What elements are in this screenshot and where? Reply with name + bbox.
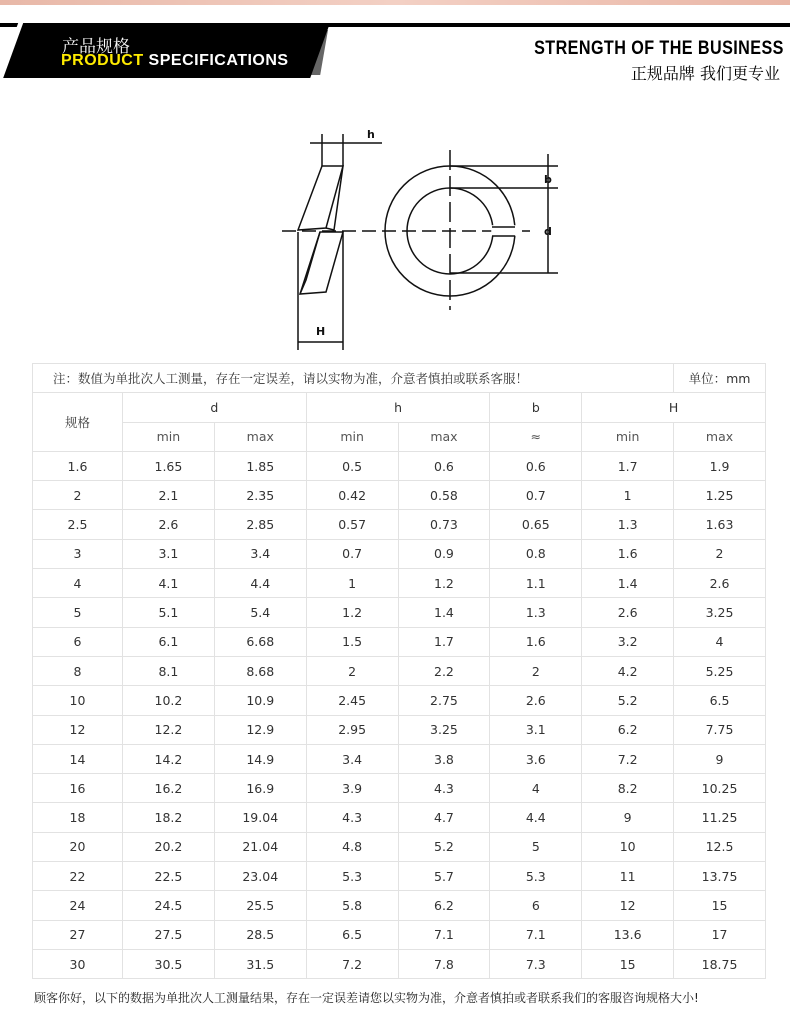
table-cell: 20.2	[123, 832, 215, 861]
table-cell: 2.35	[214, 481, 306, 510]
table-cell: 3.9	[306, 774, 398, 803]
table-cell: 9	[582, 803, 674, 832]
table-cell: 3.25	[674, 598, 766, 627]
table-cell: 2	[33, 481, 123, 510]
table-cell: 1.1	[490, 569, 582, 598]
table-cell: 3	[33, 539, 123, 568]
table-row	[33, 920, 766, 949]
table-cell: 1.7	[582, 451, 674, 480]
table-cell: 1	[306, 569, 398, 598]
table-cell: 5.2	[582, 686, 674, 715]
table-cell: 23.04	[214, 862, 306, 891]
table-cell: 5.7	[398, 862, 490, 891]
table-cell: 3.6	[490, 744, 582, 773]
table-cell: 10	[582, 832, 674, 861]
table-cell: 7.75	[674, 715, 766, 744]
table-cell: 4.2	[582, 656, 674, 685]
table-cell: 3.1	[490, 715, 582, 744]
table-cell: 1.63	[674, 510, 766, 539]
table-cell: 1.85	[214, 451, 306, 480]
table-cell: 1.3	[582, 510, 674, 539]
table-cell: 3.1	[123, 539, 215, 568]
table-cell: 5.25	[674, 656, 766, 685]
subheader-cell: min	[582, 422, 674, 451]
table-cell: 4	[490, 774, 582, 803]
table-cell: 3.4	[214, 539, 306, 568]
section-title-cn: 产品规格	[62, 37, 130, 57]
table-cell: 14.2	[123, 744, 215, 773]
table-cell: 0.65	[490, 510, 582, 539]
table-cell: 7.2	[306, 949, 398, 978]
table-row	[33, 627, 766, 656]
table-cell: 5.2	[398, 832, 490, 861]
table-cell: 30	[33, 949, 123, 978]
table-row	[33, 656, 766, 685]
table-cell: 11.25	[674, 803, 766, 832]
table-cell: 4.4	[490, 803, 582, 832]
table-cell: 4.8	[306, 832, 398, 861]
table-cell: 13.75	[674, 862, 766, 891]
table-cell: 0.9	[398, 539, 490, 568]
table-cell: 6.1	[123, 627, 215, 656]
table-cell: 16.9	[214, 774, 306, 803]
table-cell: 1.3	[490, 598, 582, 627]
table-cell: 4.1	[123, 569, 215, 598]
table-cell: 1.2	[306, 598, 398, 627]
table-cell: 6.68	[214, 627, 306, 656]
slogan-en: STRENGTH OF THE BUSINESS	[534, 38, 784, 59]
table-cell: 6.5	[674, 686, 766, 715]
group-header-h: h	[306, 393, 490, 422]
spring-washer-diagram	[270, 120, 570, 360]
table-cell: 7.3	[490, 949, 582, 978]
spec-table	[32, 363, 766, 979]
table-cell: 2.95	[306, 715, 398, 744]
table-cell: 7.1	[490, 920, 582, 949]
table-cell: 2.6	[582, 598, 674, 627]
table-cell: 3.8	[398, 744, 490, 773]
table-cell: 19.04	[214, 803, 306, 832]
table-cell: 6	[33, 627, 123, 656]
table-cell: 18.75	[674, 949, 766, 978]
table-row	[33, 774, 766, 803]
spec-header: 规格	[33, 393, 123, 452]
table-row	[33, 539, 766, 568]
table-cell: 0.6	[490, 451, 582, 480]
table-cell: 0.8	[490, 539, 582, 568]
table-cell: 10.2	[123, 686, 215, 715]
group-header-H: H	[582, 393, 766, 422]
table-cell: 0.42	[306, 481, 398, 510]
table-cell: 7.1	[398, 920, 490, 949]
table-cell: 0.73	[398, 510, 490, 539]
table-cell: 18.2	[123, 803, 215, 832]
table-cell: 16	[33, 774, 123, 803]
table-cell: 6.2	[582, 715, 674, 744]
table-cell: 12.2	[123, 715, 215, 744]
subheader-cell: max	[398, 422, 490, 451]
table-cell: 0.6	[398, 451, 490, 480]
table-cell: 4.3	[398, 774, 490, 803]
table-cell: 12	[33, 715, 123, 744]
table-cell: 1.65	[123, 451, 215, 480]
table-cell: 1.9	[674, 451, 766, 480]
table-row	[33, 891, 766, 920]
subheader-cell: ≈	[490, 422, 582, 451]
table-cell: 12	[582, 891, 674, 920]
group-header-b: b	[490, 393, 582, 422]
table-cell: 21.04	[214, 832, 306, 861]
table-cell: 4.7	[398, 803, 490, 832]
table-cell: 2.2	[398, 656, 490, 685]
table-row	[33, 510, 766, 539]
table-cell: 2.6	[674, 569, 766, 598]
table-cell: 1.4	[582, 569, 674, 598]
table-cell: 2.6	[490, 686, 582, 715]
table-cell: 6	[490, 891, 582, 920]
top-decor-strip	[0, 0, 790, 5]
table-cell: 8.2	[582, 774, 674, 803]
section-title-en	[61, 52, 289, 70]
table-row	[33, 949, 766, 978]
table-cell: 28.5	[214, 920, 306, 949]
table-cell: 3.4	[306, 744, 398, 773]
table-cell: 2.75	[398, 686, 490, 715]
table-cell: 2.1	[123, 481, 215, 510]
table-cell: 24.5	[123, 891, 215, 920]
table-cell: 2.6	[123, 510, 215, 539]
label-h: h	[367, 128, 375, 141]
table-cell: 8.1	[123, 656, 215, 685]
table-cell: 1.6	[33, 451, 123, 480]
table-cell: 1.5	[306, 627, 398, 656]
table-cell: 5.3	[306, 862, 398, 891]
table-cell: 10	[33, 686, 123, 715]
table-cell: 11	[582, 862, 674, 891]
subheader-cell: max	[214, 422, 306, 451]
subheader-cell: max	[674, 422, 766, 451]
table-cell: 15	[582, 949, 674, 978]
subheader-cell: min	[123, 422, 215, 451]
table-cell: 4.4	[214, 569, 306, 598]
slogan-cn: 正规品牌 我们更专业	[630, 64, 780, 83]
table-cell: 5	[490, 832, 582, 861]
table-row	[33, 832, 766, 861]
table-cell: 14.9	[214, 744, 306, 773]
label-b: b	[544, 173, 552, 186]
title-rest: SPECIFICATIONS	[143, 52, 289, 69]
subheader-cell: min	[306, 422, 398, 451]
table-cell: 4	[674, 627, 766, 656]
table-cell: 4.3	[306, 803, 398, 832]
table-note: 注：数值为单批次人工测量，存在一定误差，请以实物为准，介意者慎拍或联系客服！	[33, 364, 674, 393]
table-cell: 1.4	[398, 598, 490, 627]
group-header-d: d	[123, 393, 307, 422]
table-cell: 1.7	[398, 627, 490, 656]
table-cell: 17	[674, 920, 766, 949]
unit-label: 单位：mm	[674, 364, 766, 393]
table-cell: 10.25	[674, 774, 766, 803]
table-cell: 0.7	[490, 481, 582, 510]
table-cell: 3.2	[582, 627, 674, 656]
table-cell: 7.8	[398, 949, 490, 978]
label-H: H	[316, 325, 326, 338]
table-cell: 16.2	[123, 774, 215, 803]
table-cell: 2	[306, 656, 398, 685]
table-cell: 5.3	[490, 862, 582, 891]
table-cell: 4	[33, 569, 123, 598]
table-cell: 8.68	[214, 656, 306, 685]
table-row	[33, 569, 766, 598]
table-row	[33, 451, 766, 480]
table-cell: 5.1	[123, 598, 215, 627]
table-row	[33, 803, 766, 832]
table-cell: 1.25	[674, 481, 766, 510]
table-cell: 1.2	[398, 569, 490, 598]
table-cell: 2	[674, 539, 766, 568]
table-cell: 0.5	[306, 451, 398, 480]
table-row	[33, 715, 766, 744]
table-cell: 27	[33, 920, 123, 949]
table-row	[33, 481, 766, 510]
table-cell: 14	[33, 744, 123, 773]
label-d: d	[544, 225, 552, 238]
table-cell: 2.85	[214, 510, 306, 539]
table-cell: 1	[582, 481, 674, 510]
table-cell: 0.58	[398, 481, 490, 510]
footer-note: 顾客你好，以下的数据为单批次人工测量结果，存在一定误差请您以实物为准，介意者慎拍或者联系我们的客服咨询规格大小!	[34, 991, 699, 1005]
table-cell: 5.8	[306, 891, 398, 920]
table-cell: 12.5	[674, 832, 766, 861]
table-cell: 20	[33, 832, 123, 861]
table-cell: 0.57	[306, 510, 398, 539]
table-cell: 9	[674, 744, 766, 773]
table-cell: 8	[33, 656, 123, 685]
table-cell: 22.5	[123, 862, 215, 891]
table-row	[33, 744, 766, 773]
table-cell: 18	[33, 803, 123, 832]
table-cell: 12.9	[214, 715, 306, 744]
table-row	[33, 686, 766, 715]
table-cell: 2.45	[306, 686, 398, 715]
table-cell: 5	[33, 598, 123, 627]
table-cell: 2.5	[33, 510, 123, 539]
table-cell: 31.5	[214, 949, 306, 978]
table-cell: 22	[33, 862, 123, 891]
table-cell: 1.6	[582, 539, 674, 568]
table-cell: 1.6	[490, 627, 582, 656]
table-cell: 27.5	[123, 920, 215, 949]
table-cell: 2	[490, 656, 582, 685]
table-cell: 6.5	[306, 920, 398, 949]
table-cell: 7.2	[582, 744, 674, 773]
table-cell: 10.9	[214, 686, 306, 715]
table-row	[33, 598, 766, 627]
table-cell: 25.5	[214, 891, 306, 920]
table-cell: 3.25	[398, 715, 490, 744]
table-cell: 5.4	[214, 598, 306, 627]
table-row	[33, 862, 766, 891]
table-cell: 0.7	[306, 539, 398, 568]
table-cell: 13.6	[582, 920, 674, 949]
table-cell: 30.5	[123, 949, 215, 978]
table-cell: 15	[674, 891, 766, 920]
table-cell: 24	[33, 891, 123, 920]
table-cell: 6.2	[398, 891, 490, 920]
title-highlight: PRODUCT	[61, 52, 144, 69]
